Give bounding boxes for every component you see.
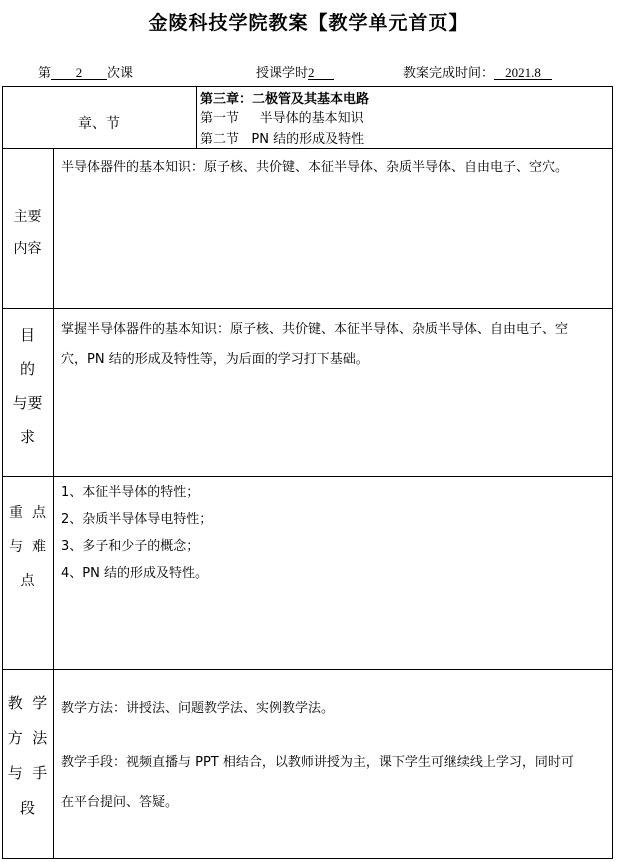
key-points-label-line: 点	[20, 573, 35, 589]
key-points-label	[2, 496, 53, 598]
key-point-item: 3、多子和少子的概念；	[61, 539, 200, 554]
goals-text-line2: 穴，PN 结的形成及特性等，为后面的学习打下基础。	[61, 352, 369, 367]
table-top-border	[2, 86, 613, 87]
lesson-suffix: 次课	[107, 66, 134, 81]
key-point-item: 4、PN 结的形成及特性。	[61, 566, 208, 581]
row-divider	[2, 308, 613, 309]
teaching-hours-value: 2	[308, 66, 334, 80]
goals-label-line: 目	[19, 326, 35, 344]
lesson-number-value: 2	[51, 66, 107, 80]
methods-label	[2, 686, 53, 826]
main-content-text: 半导体器件的基本知识：原子核、共价键、本征半导体、杂质半导体、自由电子、空穴。	[61, 160, 569, 175]
key-point-item: 1、本征半导体的特性；	[61, 485, 200, 500]
key-points-label-line: 与 难	[9, 539, 46, 555]
methods-label-line: 教 学	[7, 694, 48, 712]
lesson-number-field	[38, 62, 133, 81]
completion-date-label: 教案完成时间：	[403, 66, 495, 81]
chapter-column-divider	[196, 86, 197, 148]
methods-label-line: 方 法	[7, 729, 48, 747]
lesson-prefix: 第	[38, 66, 52, 81]
key-points-list	[61, 479, 212, 587]
row-divider	[2, 476, 613, 477]
methods-label-line: 段	[19, 799, 35, 817]
section-one-title: 第一节 半导体的基本知识	[200, 111, 364, 126]
main-content-label-line: 主要	[13, 209, 42, 225]
table-bottom-border	[2, 858, 613, 859]
goals-label-line: 求	[19, 428, 35, 446]
teaching-means-line1: 教学手段：视频直播与 PPT 相结合，以教师讲授为主，课下学生可继续线上学习，同时可	[61, 755, 574, 770]
chapter-section-label: 章、节	[78, 116, 120, 132]
teaching-hours-field	[256, 62, 334, 81]
table-right-border	[612, 86, 613, 859]
methods-label-line: 与 手	[7, 764, 48, 782]
completion-date-field	[403, 62, 552, 81]
key-point-item: 2、杂质半导体导电特性；	[61, 512, 213, 527]
key-points-label-line: 重 点	[9, 505, 46, 521]
teaching-means-line2: 在平台提问、答疑。	[61, 795, 179, 810]
goals-label-line: 的	[19, 360, 35, 378]
goals-label-line: 与要	[12, 394, 43, 412]
chapter-title: 第三章：二极管及其基本电路	[200, 92, 370, 107]
main-content-label-line: 内容	[13, 241, 42, 257]
page-title: 金陵科技学院教案【教学单元首页】	[148, 12, 469, 34]
goals-label	[2, 318, 53, 454]
main-content-label	[2, 205, 53, 261]
label-column-divider	[53, 148, 54, 859]
teaching-methods-text: 教学方法：讲授法、问题教学法、实例教学法。	[61, 701, 335, 716]
goals-text-line1: 掌握半导体器件的基本知识：原子核、共价键、本征半导体、杂质半导体、自由电子、空	[61, 322, 569, 337]
completion-date-value: 2021.8	[494, 66, 552, 80]
row-divider	[2, 669, 613, 670]
section-two-title: 第二节 PN 结的形成及特性	[200, 132, 365, 147]
teaching-hours-label: 授课学时	[256, 66, 309, 81]
row-divider	[2, 148, 613, 149]
